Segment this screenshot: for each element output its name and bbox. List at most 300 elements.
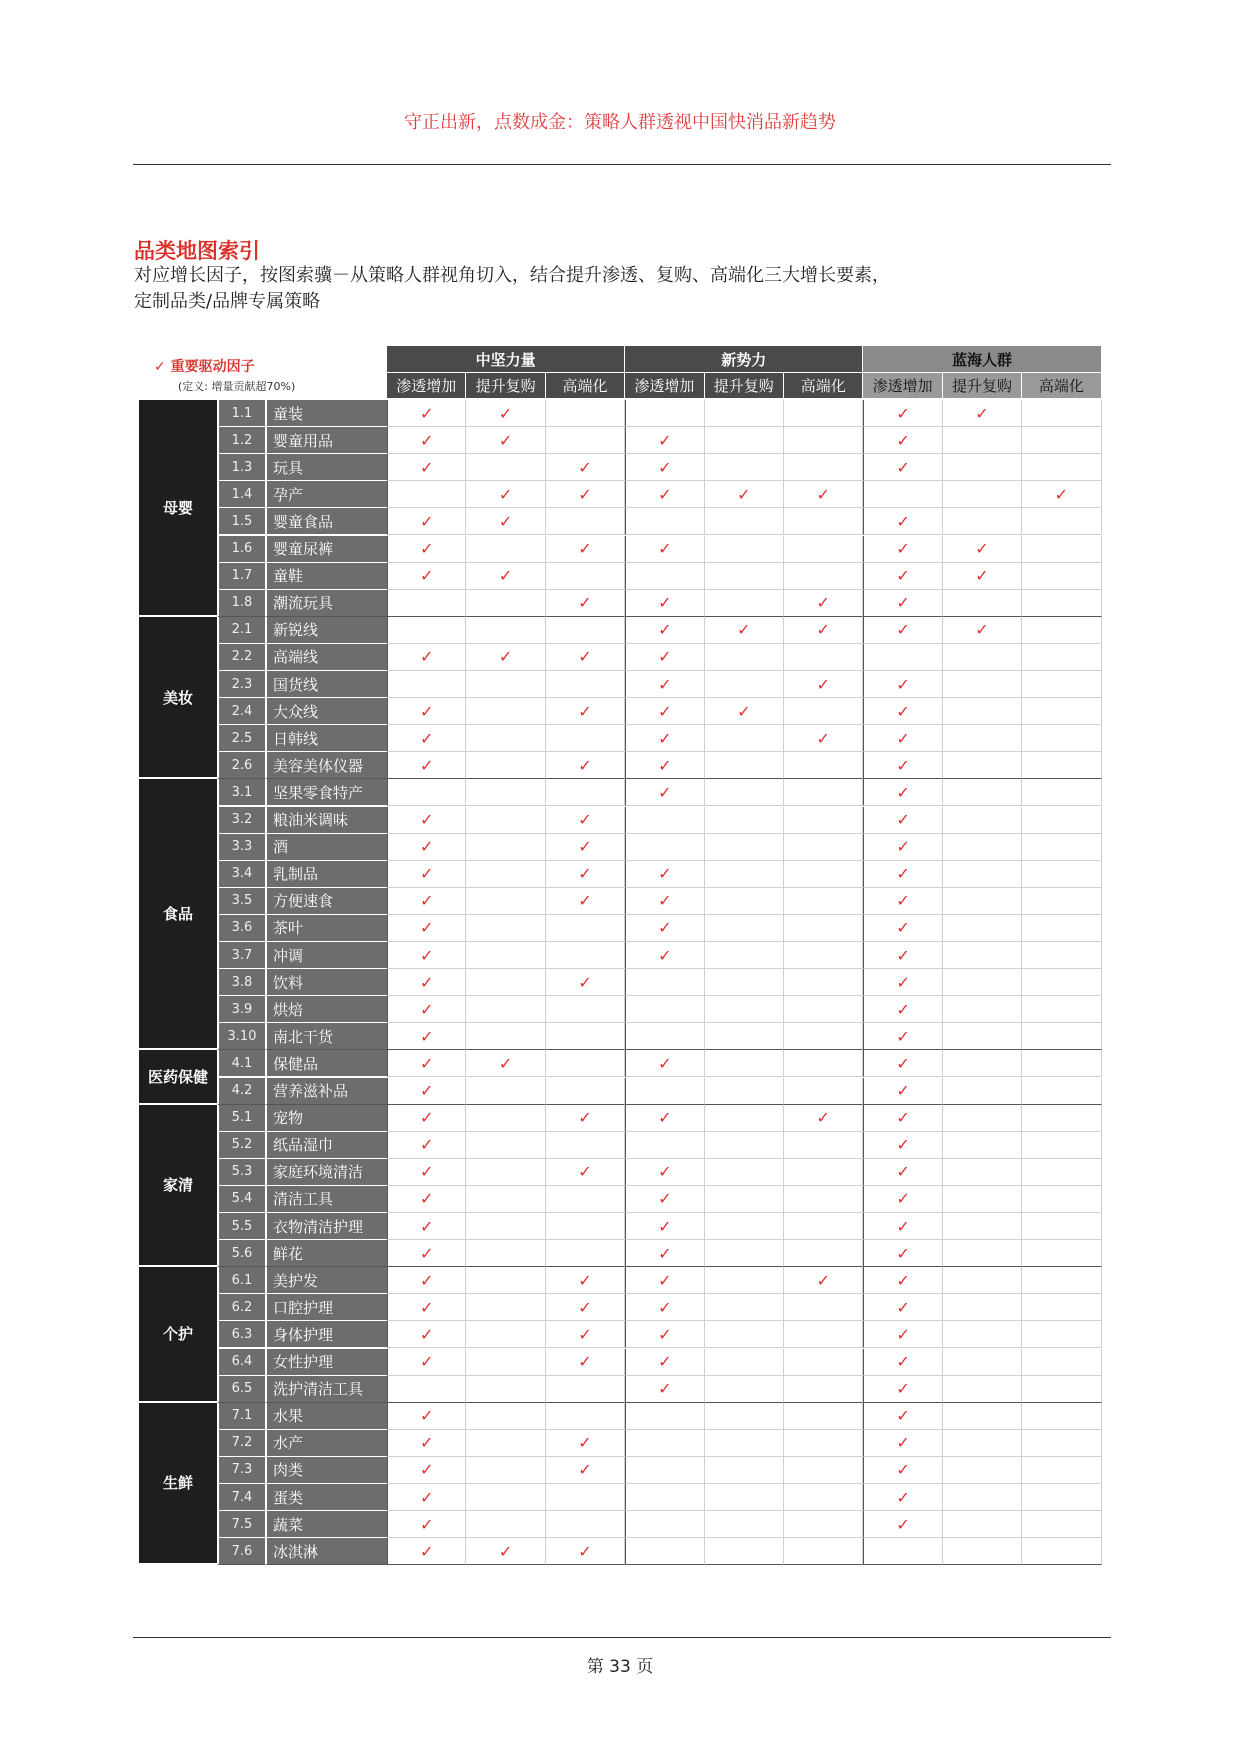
empty-cell [705,834,784,861]
check-icon: ✓ [784,671,863,698]
empty-cell [1022,861,1101,888]
check-icon: ✓ [863,1349,942,1376]
check-icon: ✓ [466,508,545,535]
check-icon: ✓ [625,888,704,915]
check-icon: ✓ [546,752,625,779]
empty-cell [943,427,1022,454]
row-number: 2.1 [217,617,265,644]
empty-cell [784,861,863,888]
check-icon: ✓ [466,1050,545,1077]
empty-cell [1022,1349,1101,1376]
empty-cell [466,861,545,888]
empty-cell [943,508,1022,535]
empty-cell [466,1240,545,1267]
empty-cell [784,1457,863,1484]
check-icon: ✓ [705,617,784,644]
check-icon: ✓ [625,1240,704,1267]
row-number: 3.3 [217,834,265,861]
check-icon: ✓ [387,1511,466,1538]
check-icon: ✓ [705,481,784,508]
column-header: 提升复购 [466,372,545,398]
group-header: 蓝海人群 [863,346,1101,372]
check-icon: ✓ [863,1403,942,1430]
category-label: 医药保健 [139,1050,217,1104]
empty-cell [705,1213,784,1240]
check-icon: ✓ [546,644,625,671]
row-number: 7.1 [217,1403,265,1430]
page-number: 第 33 页 [586,1657,654,1677]
empty-cell [705,861,784,888]
empty-cell [705,1484,784,1511]
check-icon: ✓ [863,942,942,969]
check-icon: ✓ [466,427,545,454]
empty-cell [1022,1240,1101,1267]
check-icon: ✓ [387,1321,466,1348]
empty-cell [387,1376,466,1403]
empty-cell [705,671,784,698]
empty-cell [625,508,704,535]
row-name: 烘焙 [265,996,387,1023]
empty-cell [784,1321,863,1348]
row-number: 5.6 [217,1240,265,1267]
row-number: 3.1 [217,779,265,806]
empty-cell [784,969,863,996]
check-icon: ✓ [546,698,625,725]
check-icon: ✓ [625,671,704,698]
check-icon: ✓ [546,834,625,861]
row-name: 水果 [265,1403,387,1430]
check-icon: ✓ [387,1457,466,1484]
check-icon: ✓ [625,1267,704,1294]
empty-cell [546,1078,625,1105]
check-icon: ✓ [387,1430,466,1457]
empty-cell [705,1105,784,1132]
empty-cell [784,888,863,915]
category-label: 母婴 [139,400,217,617]
row-number: 2.5 [217,725,265,752]
empty-cell [546,1484,625,1511]
empty-cell [705,1186,784,1213]
empty-cell [705,1132,784,1159]
check-icon: ✓ [546,861,625,888]
check-icon: ✓ [387,942,466,969]
row-name: 南北干货 [265,1023,387,1050]
check-icon: ✓ [863,1050,942,1077]
check-icon: ✓ [705,698,784,725]
check-icon: ✓ [387,1538,466,1565]
empty-cell [784,1186,863,1213]
empty-cell [784,942,863,969]
empty-cell [625,1023,704,1050]
row-name: 饮料 [265,969,387,996]
empty-cell [943,1078,1022,1105]
check-icon: ✓ [387,725,466,752]
category-label: 家清 [139,1105,217,1268]
check-icon: ✓ [387,915,466,942]
check-icon: ✓ [387,752,466,779]
check-icon: ✓ [546,1457,625,1484]
check-icon: ✓ [625,725,704,752]
row-name: 冲调 [265,942,387,969]
row-name: 洗护清洁工具 [265,1376,387,1403]
empty-cell [546,1023,625,1050]
empty-cell [705,1078,784,1105]
empty-cell [705,942,784,969]
empty-cell [943,752,1022,779]
empty-cell [1022,1484,1101,1511]
check-icon: ✓ [784,617,863,644]
row-number: 3.5 [217,888,265,915]
empty-cell [466,671,545,698]
category-label: 食品 [139,779,217,1050]
check-icon: ✓ [387,1240,466,1267]
empty-cell [863,481,942,508]
check-icon: ✓ [387,969,466,996]
empty-cell [943,1294,1022,1321]
empty-cell [943,1186,1022,1213]
check-icon: ✓ [546,1430,625,1457]
empty-cell [943,942,1022,969]
check-icon: ✓ [625,942,704,969]
empty-cell [466,1078,545,1105]
empty-cell [705,563,784,590]
row-number: 5.2 [217,1132,265,1159]
empty-cell [1022,671,1101,698]
check-icon: ✓ [387,1132,466,1159]
empty-cell [546,1213,625,1240]
row-number: 6.1 [217,1267,265,1294]
check-icon: ✓ [863,1240,942,1267]
check-icon: ✓ [387,1105,466,1132]
check-icon: ✓ [387,400,466,427]
empty-cell [466,1159,545,1186]
empty-cell [546,1403,625,1430]
empty-cell [466,1321,545,1348]
check-icon: ✓ [863,1159,942,1186]
empty-cell [705,996,784,1023]
check-icon: ✓ [625,590,704,617]
check-icon: ✓ [863,1484,942,1511]
empty-cell [705,1023,784,1050]
category-label: 美妆 [139,617,217,780]
empty-cell [625,400,704,427]
empty-cell [546,400,625,427]
row-name: 婴童尿裤 [265,536,387,563]
check-icon: ✓ [863,617,942,644]
empty-cell [387,481,466,508]
empty-cell [625,563,704,590]
empty-cell [1022,915,1101,942]
row-name: 酒 [265,834,387,861]
row-number: 5.4 [217,1186,265,1213]
check-icon: ✓ [943,617,1022,644]
check-icon: ✓ [625,861,704,888]
empty-cell [943,779,1022,806]
empty-cell [943,1511,1022,1538]
empty-cell [466,1457,545,1484]
row-number: 4.1 [217,1050,265,1077]
empty-cell [466,617,545,644]
empty-cell [943,671,1022,698]
empty-cell [784,1050,863,1077]
check-icon: ✓ [387,1403,466,1430]
legend [154,356,295,394]
row-number: 1.4 [217,481,265,508]
footer-rule [133,1637,1111,1638]
check-icon: ✓ [625,644,704,671]
check-icon: ✓ [546,888,625,915]
empty-cell [784,1078,863,1105]
check-icon: ✓ [784,725,863,752]
empty-cell [943,1023,1022,1050]
check-icon: ✓ [625,536,704,563]
empty-cell [625,1484,704,1511]
row-number: 3.10 [217,1023,265,1050]
header-rule [133,164,1111,165]
row-name: 女性护理 [265,1349,387,1376]
row-number: 3.6 [217,915,265,942]
row-number: 1.8 [217,590,265,617]
check-icon: ✓ [1022,481,1101,508]
empty-cell [466,888,545,915]
check-icon: ✓ [863,698,942,725]
check-icon: ✓ [784,1267,863,1294]
row-number: 3.7 [217,942,265,969]
empty-cell [784,1159,863,1186]
check-icon: ✓ [466,1538,545,1565]
check-icon: ✓ [863,400,942,427]
check-icon: ✓ [387,508,466,535]
check-icon: ✓ [625,698,704,725]
empty-cell [466,1430,545,1457]
empty-cell [1022,536,1101,563]
empty-cell [943,1050,1022,1077]
empty-cell [1022,1267,1101,1294]
row-name: 新锐线 [265,617,387,644]
check-icon: ✓ [546,481,625,508]
empty-cell [705,1511,784,1538]
column-header: 高端化 [546,372,625,398]
row-number: 6.3 [217,1321,265,1348]
check-icon: ✓ [625,1186,704,1213]
empty-cell [784,508,863,535]
check-icon: ✓ [387,563,466,590]
empty-cell [546,1376,625,1403]
empty-cell [784,779,863,806]
empty-cell [625,1403,704,1430]
row-name: 衣物清洁护理 [265,1213,387,1240]
check-icon: ✓ [546,1294,625,1321]
check-icon: ✓ [387,996,466,1023]
empty-cell [943,1267,1022,1294]
empty-cell [1022,1294,1101,1321]
empty-cell [546,996,625,1023]
empty-cell [466,1376,545,1403]
empty-cell [784,752,863,779]
empty-cell [705,454,784,481]
empty-cell [943,725,1022,752]
check-icon: ✓ [863,807,942,834]
check-icon: ✓ [863,861,942,888]
row-number: 3.2 [217,807,265,834]
row-name: 日韩线 [265,725,387,752]
check-icon: ✓ [387,1484,466,1511]
empty-cell [943,1159,1022,1186]
empty-cell [546,617,625,644]
empty-cell [466,1186,545,1213]
check-icon: ✓ [387,1023,466,1050]
empty-cell [943,1538,1022,1565]
check-icon: ✓ [863,1023,942,1050]
empty-cell [943,644,1022,671]
row-name: 玩具 [265,454,387,481]
empty-cell [466,942,545,969]
row-name: 茶叶 [265,915,387,942]
row-number: 2.6 [217,752,265,779]
column-header: 提升复购 [705,372,784,398]
empty-cell [466,725,545,752]
check-icon: ✓ [943,536,1022,563]
empty-cell [1022,1050,1101,1077]
empty-cell [466,590,545,617]
row-name: 美容美体仪器 [265,752,387,779]
empty-cell [705,590,784,617]
row-number: 5.3 [217,1159,265,1186]
legend-label: 重要驱动因子 [170,359,255,375]
empty-cell [784,698,863,725]
row-name: 乳制品 [265,861,387,888]
empty-cell [1022,1538,1101,1565]
row-number: 7.3 [217,1457,265,1484]
empty-cell [1022,1159,1101,1186]
check-icon: ✓ [863,725,942,752]
check-icon: ✓ [784,590,863,617]
check-icon: ✓ [863,1294,942,1321]
check-icon: ✓ [943,400,1022,427]
empty-cell [466,1403,545,1430]
check-icon: ✓ [625,1294,704,1321]
empty-cell [466,807,545,834]
empty-cell [1022,942,1101,969]
empty-cell [943,861,1022,888]
check-icon: ✓ [625,1376,704,1403]
check-icon: ✓ [863,1321,942,1348]
check-icon: ✓ [387,536,466,563]
row-name: 童鞋 [265,563,387,590]
empty-cell [705,1457,784,1484]
check-icon: ✓ [625,427,704,454]
empty-cell [943,807,1022,834]
row-name: 清洁工具 [265,1186,387,1213]
row-name: 婴童用品 [265,427,387,454]
empty-cell [546,942,625,969]
empty-cell [1022,1321,1101,1348]
empty-cell [1022,1376,1101,1403]
empty-cell [387,671,466,698]
check-icon: ✓ [863,671,942,698]
row-name: 高端线 [265,644,387,671]
empty-cell [784,1511,863,1538]
check-icon: ✓ [546,536,625,563]
empty-cell [784,1294,863,1321]
check-icon: ✓ [546,1105,625,1132]
check-icon: ✓ [863,1376,942,1403]
empty-cell [705,1321,784,1348]
empty-cell [546,779,625,806]
row-number: 7.6 [217,1538,265,1565]
empty-cell [1022,1430,1101,1457]
empty-cell [943,834,1022,861]
empty-cell [784,834,863,861]
row-number: 6.5 [217,1376,265,1403]
check-icon: ✓ [387,1186,466,1213]
empty-cell [863,1538,942,1565]
row-name: 保健品 [265,1050,387,1077]
row-number: 2.3 [217,671,265,698]
row-name: 方便速食 [265,888,387,915]
check-icon: ✓ [943,563,1022,590]
group-header: 中坚力量 [387,346,625,372]
empty-cell [546,563,625,590]
check-icon: ✓ [466,563,545,590]
empty-cell [705,752,784,779]
check-icon: ✓ [387,454,466,481]
empty-cell [863,644,942,671]
check-icon: ✓ [863,563,942,590]
empty-cell [625,1078,704,1105]
check-icon: ✓ [466,481,545,508]
empty-cell [466,969,545,996]
empty-cell [466,915,545,942]
check-icon: ✓ [546,1321,625,1348]
empty-cell [784,563,863,590]
row-number: 4.2 [217,1078,265,1105]
empty-cell [387,617,466,644]
empty-cell [625,834,704,861]
row-number: 1.1 [217,400,265,427]
check-icon: ✓ [625,779,704,806]
empty-cell [705,1430,784,1457]
row-name: 婴童食品 [265,508,387,535]
check-icon: ✓ [546,1159,625,1186]
check-icon: ✓ [387,1213,466,1240]
empty-cell [1022,1403,1101,1430]
empty-cell [705,888,784,915]
empty-cell [705,644,784,671]
check-icon: ✓ [625,915,704,942]
empty-cell [943,1321,1022,1348]
check-icon: ✓ [546,590,625,617]
check-icon: ✓ [863,1186,942,1213]
empty-cell [705,1403,784,1430]
row-number: 2.4 [217,698,265,725]
empty-cell [625,996,704,1023]
empty-cell [1022,400,1101,427]
empty-cell [784,1403,863,1430]
row-name: 国货线 [265,671,387,698]
empty-cell [625,1430,704,1457]
empty-cell [943,1403,1022,1430]
empty-cell [1022,996,1101,1023]
row-number: 7.2 [217,1430,265,1457]
empty-cell [1022,454,1101,481]
column-header: 高端化 [784,372,863,398]
empty-cell [1022,644,1101,671]
empty-cell [1022,590,1101,617]
empty-cell [784,454,863,481]
empty-cell [466,698,545,725]
check-icon: ✓ [625,1159,704,1186]
